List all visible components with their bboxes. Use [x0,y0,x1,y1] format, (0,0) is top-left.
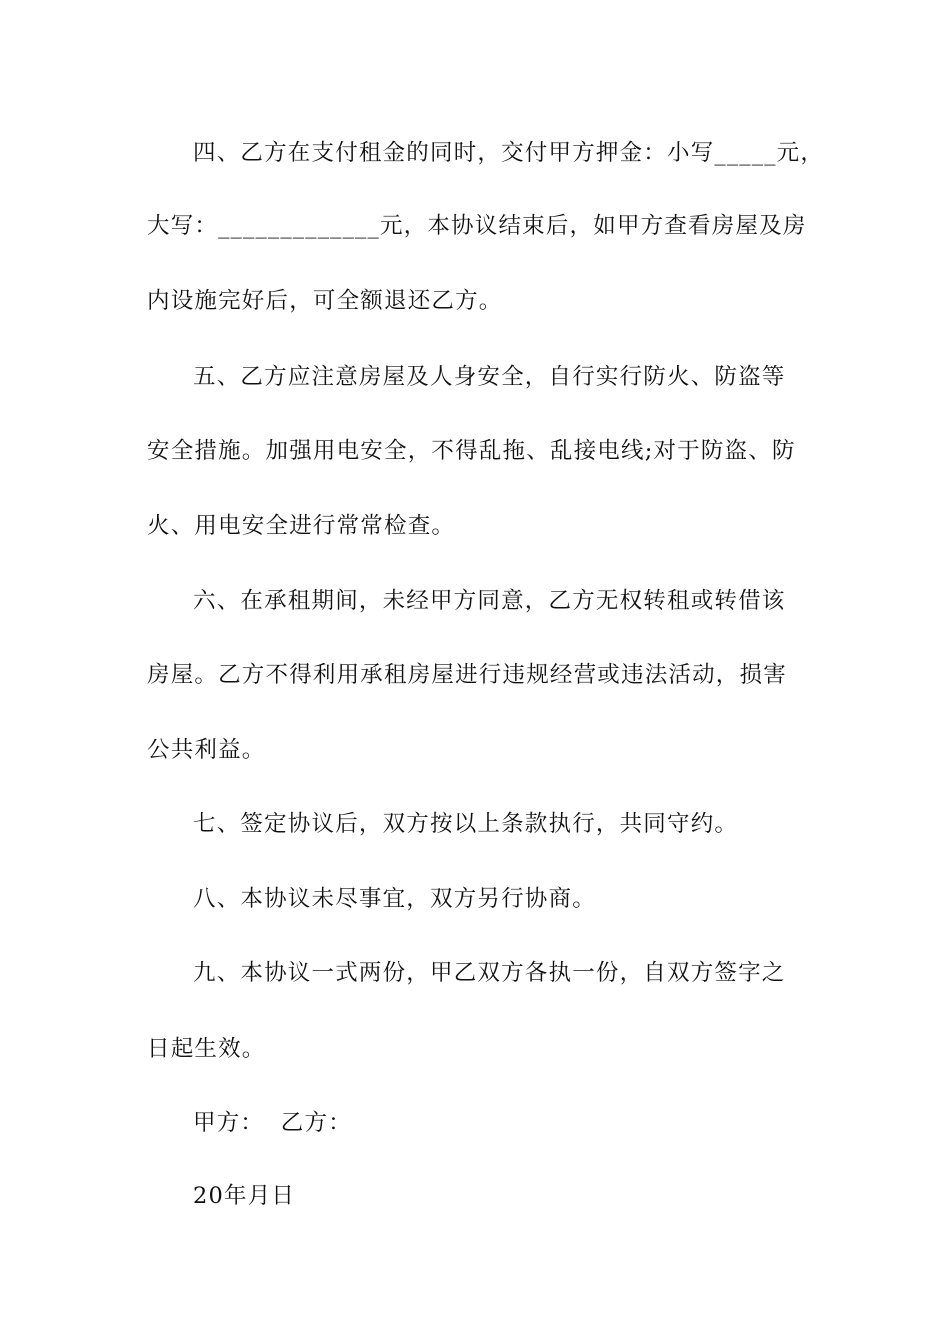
clause-5-line-1: 五、乙方应注意房屋及人身安全，自行实行防火、防盗等 [193,364,786,390]
clause-4-line-3: 内设施完好后，可全额退还乙方。 [147,288,503,314]
clause-5-line-3: 火、用电安全进行常常检查。 [147,513,456,539]
clause-6-line-2: 房屋。乙方不得利用承租房屋进行违规经营或违法活动，损害 [147,662,787,688]
clause-4-line-2: 大写：_____________元，本协议结束后，如甲方查看房屋及房 [147,213,807,239]
signature-parties: 甲方： 乙方： [193,1110,352,1136]
clause-6-line-1: 六、在承租期间，未经甲方同意，乙方无权转租或转借该 [193,588,786,614]
clause-9-line-2: 日起生效。 [147,1036,266,1062]
signature-date: 20年月日 [193,1183,296,1209]
clause-5-line-2: 安全措施。加强用电安全，不得乱拖、乱接电线;对于防盗、防 [147,438,796,464]
clause-4-line-1: 四、乙方在支付租金的同时，交付甲方押金：小写_____元， [193,140,825,166]
clause-7-line-1: 七、签定协议后，双方按以上条款执行，共同守约。 [193,811,739,837]
clause-8-line-1: 八、本协议未尽事宜，双方另行协商。 [193,886,596,912]
clause-6-line-3: 公共利益。 [147,737,266,763]
clause-9-line-1: 九、本协议一式两份，甲乙双方各执一份，自双方签字之 [193,960,786,986]
